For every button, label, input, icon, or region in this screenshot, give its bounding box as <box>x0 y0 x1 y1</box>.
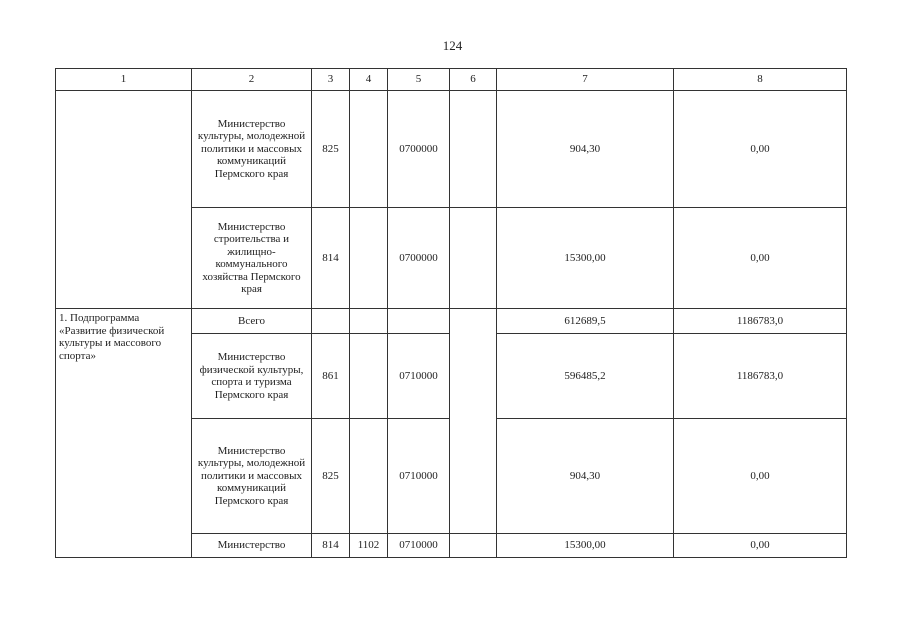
header-row <box>56 69 847 91</box>
expense-type-cell <box>450 309 497 534</box>
executor-cell: Министерство физической культуры, спорта и туризма Пермского края <box>192 334 312 419</box>
executor-cell: Министерство культуры, молодежной политики и массовых коммуникаций Пермского края <box>192 91 312 208</box>
header-cell: 4 <box>350 69 388 91</box>
section-cell: 1102 <box>350 534 388 558</box>
amount-cell: 0,00 <box>674 208 847 309</box>
expense-type-cell <box>450 208 497 309</box>
program-name-cell <box>56 91 192 309</box>
amount-cell: 1186783,0 <box>674 309 847 334</box>
amount-cell: 596485,2 <box>497 334 674 419</box>
target-code-cell: 0710000 <box>388 334 450 419</box>
section-cell <box>350 419 388 534</box>
header-cell: 6 <box>450 69 497 91</box>
header-cell: 1 <box>56 69 192 91</box>
target-code-cell: 0710000 <box>388 534 450 558</box>
header-cell: 5 <box>388 69 450 91</box>
header-cell: 8 <box>674 69 847 91</box>
page-number: 124 <box>442 38 463 53</box>
target-code-cell: 0700000 <box>388 208 450 309</box>
executor-cell: Министерство <box>192 534 312 558</box>
table-row <box>56 309 847 334</box>
section-cell <box>350 208 388 309</box>
executor-cell: Всего <box>192 309 312 334</box>
code-cell: 825 <box>312 419 350 534</box>
executor-cell: Министерство строительства и жилищно-коммунального хозяйства Пермского края <box>192 208 312 309</box>
section-cell <box>350 309 388 334</box>
program-name-cell: 1. Подпрограмма «Развитие физической культуры и массового спорта» <box>56 309 192 558</box>
amount-cell: 1186783,0 <box>674 334 847 419</box>
target-code-cell <box>388 309 450 334</box>
budget-table <box>55 68 847 558</box>
header-cell: 3 <box>312 69 350 91</box>
target-code-cell: 0700000 <box>388 91 450 208</box>
amount-cell: 0,00 <box>674 91 847 208</box>
section-cell <box>350 334 388 419</box>
code-cell: 825 <box>312 91 350 208</box>
amount-cell: 15300,00 <box>497 534 674 558</box>
amount-cell: 904,30 <box>497 91 674 208</box>
header-cell: 2 <box>192 69 312 91</box>
expense-type-cell <box>450 91 497 208</box>
section-cell <box>350 91 388 208</box>
code-cell <box>312 309 350 334</box>
code-cell: 861 <box>312 334 350 419</box>
table-row <box>56 91 847 208</box>
amount-cell: 612689,5 <box>497 309 674 334</box>
amount-cell: 15300,00 <box>497 208 674 309</box>
target-code-cell: 0710000 <box>388 419 450 534</box>
amount-cell: 0,00 <box>674 419 847 534</box>
amount-cell: 0,00 <box>674 534 847 558</box>
code-cell: 814 <box>312 208 350 309</box>
header-cell: 7 <box>497 69 674 91</box>
expense-type-cell <box>450 534 497 558</box>
amount-cell: 904,30 <box>497 419 674 534</box>
executor-cell: Министерство культуры, молодежной политики и массовых коммуникаций Пермского края <box>192 419 312 534</box>
code-cell: 814 <box>312 534 350 558</box>
